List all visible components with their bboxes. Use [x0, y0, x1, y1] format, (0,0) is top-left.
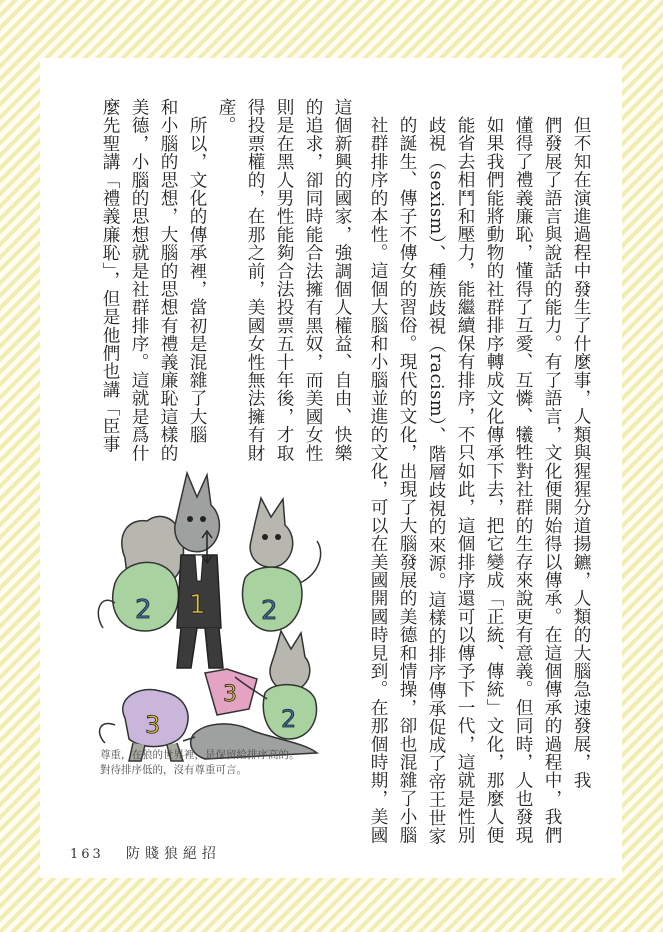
- wolves-illustration: [85, 463, 355, 768]
- text-line: 社群排序的本性。這個大腦和小腦並進的文化，可以在美國開國時見到。在那個時期，美國: [368, 116, 388, 844]
- text-line: 產。: [216, 98, 236, 135]
- book-page: [40, 58, 622, 878]
- wolf-standing-bottom: [235, 631, 317, 739]
- side-text-block: [95, 98, 356, 462]
- page-number: 163: [70, 847, 104, 862]
- rank-badge: 2: [281, 705, 297, 733]
- text-line: 的誕生、傳子不傳女的習俗。現代的文化，出現了大腦發展的美德和情操，卻也混雜了小腦: [397, 116, 417, 844]
- rank-badge: 2: [261, 596, 278, 626]
- text-line: 們發展了語言與說話的能力。有了語言，文化便開始得以傳承。在這個傳承的過程中，我們: [542, 116, 562, 844]
- text-line: 能省去相鬥和壓力，能繼續保有排序，不只如此，這個排序還可以傳予下一代，這就是性別: [455, 116, 475, 844]
- figure-caption: [100, 748, 390, 778]
- held-shirt: [205, 669, 257, 715]
- text-line: 則是在黑人男性能夠合法投票五十年後，才取: [274, 98, 294, 462]
- text-line: 和小腦的思想，大腦的思想有禮義廉恥這樣的: [158, 98, 178, 462]
- rank-badge: 3: [223, 682, 237, 707]
- text-line: 所以，文化的傳承裡，當初是混雜了大腦: [187, 98, 207, 444]
- wolf-right-top: [243, 498, 321, 631]
- text-line: 的追求，卻同時能合法擁有黑奴，而美國女性: [303, 98, 323, 462]
- running-title: 防賤狼絕招: [125, 846, 221, 862]
- wolf-center-top: [175, 473, 223, 668]
- main-text-block: [363, 116, 595, 846]
- text-line: 美德，小腦的思想就是社群排序。這就是爲什: [129, 98, 149, 462]
- caption-line: 尊重，在狼的世界裡，是保留給排序高的。: [100, 749, 300, 761]
- caption-line: 對待排序低的，沒有尊重可言。: [100, 764, 247, 776]
- text-line: 麼先聖講「禮義廉恥」，但是他們也講「臣事: [100, 98, 120, 454]
- page-footer: [70, 843, 221, 863]
- text-line: 但不知在演進過程中發生了什麼事，人類與猩猩分道揚鑣，人類的大腦急速發展，我: [571, 116, 591, 790]
- rank-badge: 2: [135, 595, 152, 625]
- rank-badge: 3: [145, 711, 161, 739]
- wolf-left-top: [98, 516, 183, 631]
- text-line: 得投票權的，在那之前，美國女性無法擁有財: [245, 98, 265, 462]
- rank-badge: 1: [189, 590, 206, 620]
- text-line: 這個新興的國家，強調個人權益、自由、快樂: [332, 98, 352, 462]
- text-line: 歧視（sexism）、種族歧視（racism）、階層歧視的來源。這樣的排序傳承促成了帝王世家: [426, 116, 446, 846]
- text-line: 如果我們能將動物的社群排序轉成文化傳承下去，把它變成「正統、傳統」文化，那麼人便: [484, 116, 504, 844]
- text-line: 懂得了禮義廉恥，懂得了互愛、互憐、犧牲對社群的生存來說更有意義。但同時，人也發現: [513, 116, 533, 844]
